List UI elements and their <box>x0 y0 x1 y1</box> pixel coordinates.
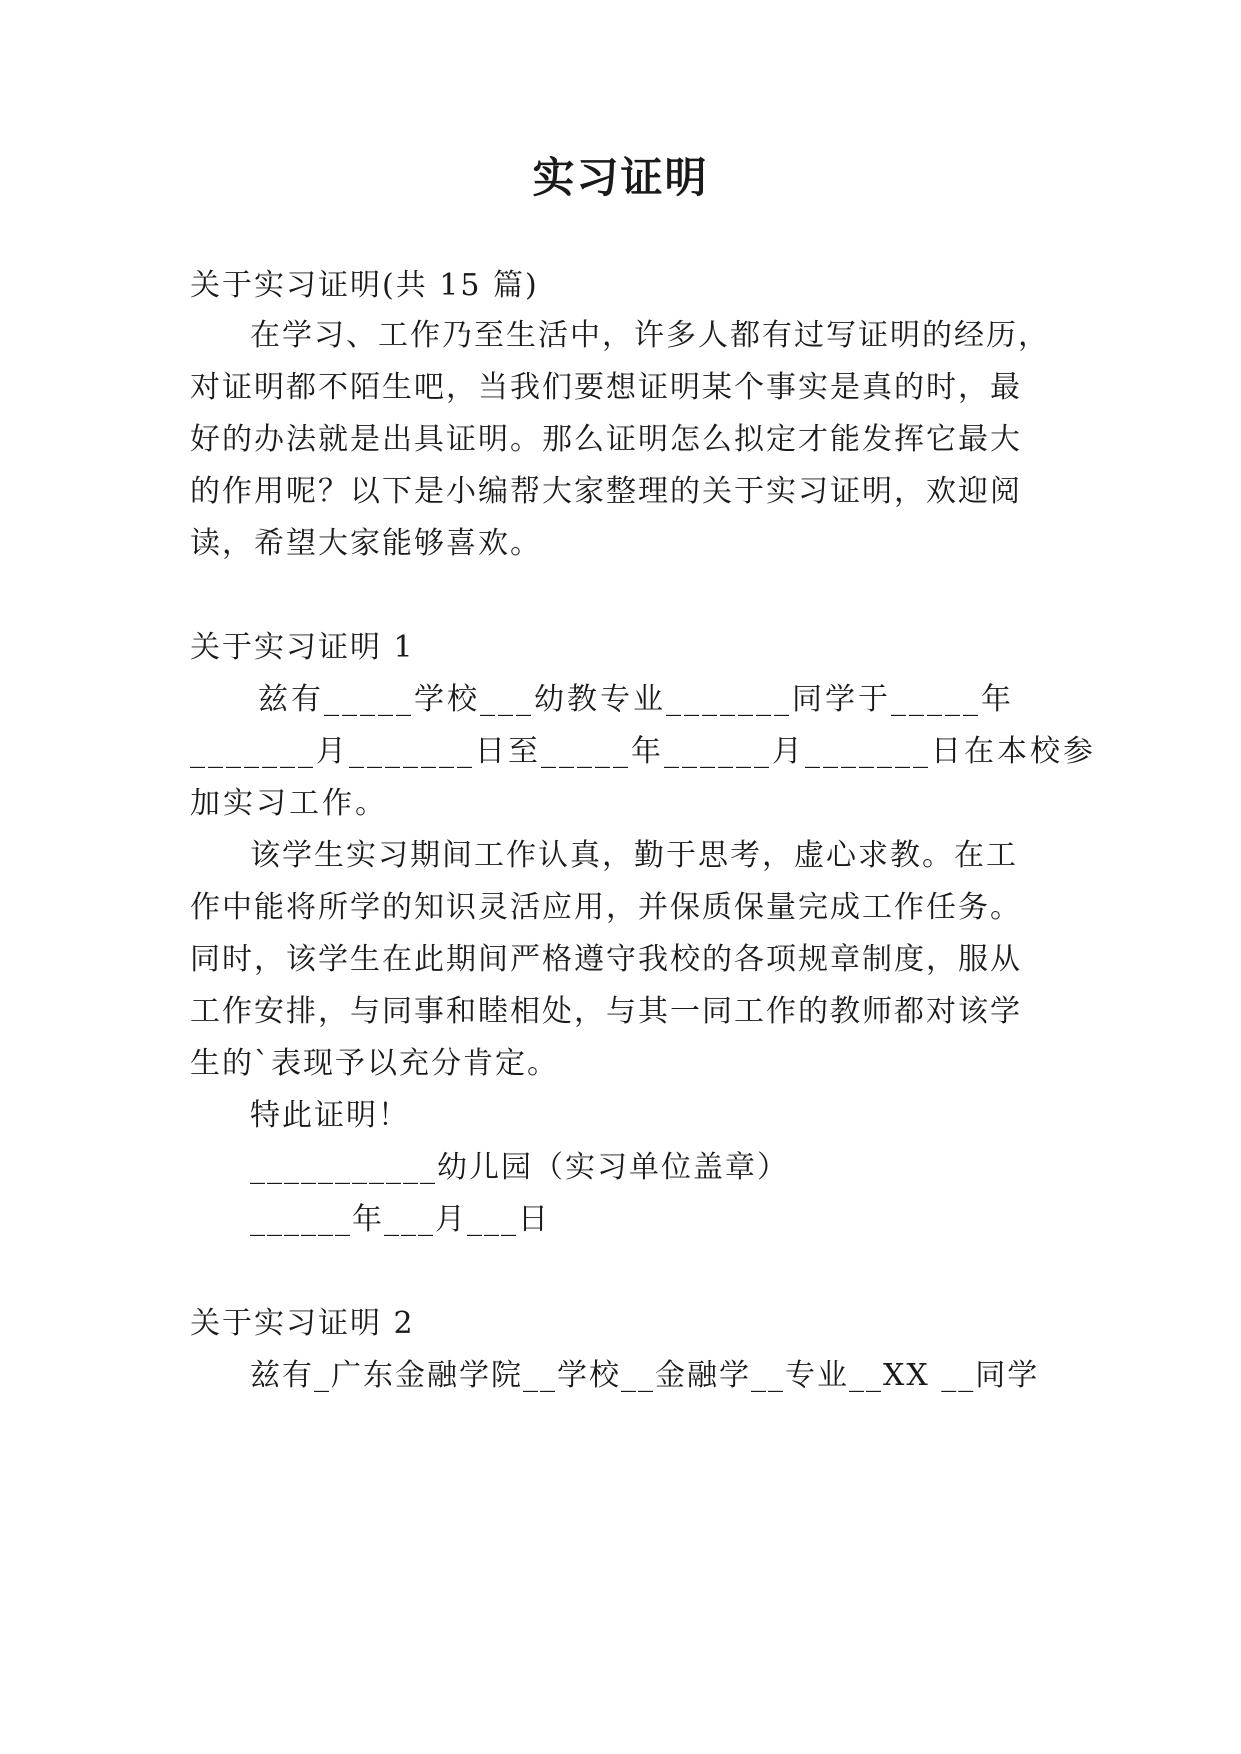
section-heading: 关于实习证明 2 <box>190 1306 415 1341</box>
signature-line: ___________幼儿园（实习单位盖章） <box>250 1150 789 1185</box>
fill-in-line: 兹有_____学校___幼教专业_______同学于_____年 <box>258 682 1014 717</box>
section-heading: 关于实习证明 1 <box>190 630 415 665</box>
body-line: 生的`表现予以充分肯定。 <box>190 1046 559 1081</box>
intro-line: 对证明都不陌生吧，当我们要想证明某个事实是真的时，最 <box>190 370 1022 405</box>
fill-in-line: 兹有_广东金融学院__学校__金融学__专业__XX __同学 <box>250 1358 1040 1393</box>
intro-line: 读，希望大家能够喜欢。 <box>190 526 542 561</box>
date-line: ______年___月___日 <box>250 1202 550 1237</box>
document-title: 实习证明 <box>532 153 709 202</box>
body-line: 同时，该学生在此期间严格遵守我校的各项规章制度，服从 <box>190 942 1022 977</box>
fill-in-line: 加实习工作。 <box>190 786 388 821</box>
closing-line: 特此证明！ <box>250 1098 410 1133</box>
body-line: 该学生实习期间工作认真，勤于思考，虚心求教。在工 <box>250 838 1018 873</box>
collection-heading: 关于实习证明(共 15 篇) <box>190 268 539 303</box>
body-line: 工作安排，与同事和睦相处，与其一同工作的教师都对该学 <box>190 994 1022 1029</box>
intro-line: 好的办法就是出具证明。那么证明怎么拟定才能发挥它最大 <box>190 422 1022 457</box>
fill-in-line: _______月_______日至_____年______月_______日在本校参 <box>190 734 1096 769</box>
body-line: 作中能将所学的知识灵活应用，并保质保量完成工作任务。 <box>190 890 1022 925</box>
intro-line: 的作用呢？以下是小编帮大家整理的关于实习证明，欢迎阅 <box>190 474 1022 509</box>
intro-line: 在学习、工作乃至生活中，许多人都有过写证明的经历， <box>250 318 1050 353</box>
